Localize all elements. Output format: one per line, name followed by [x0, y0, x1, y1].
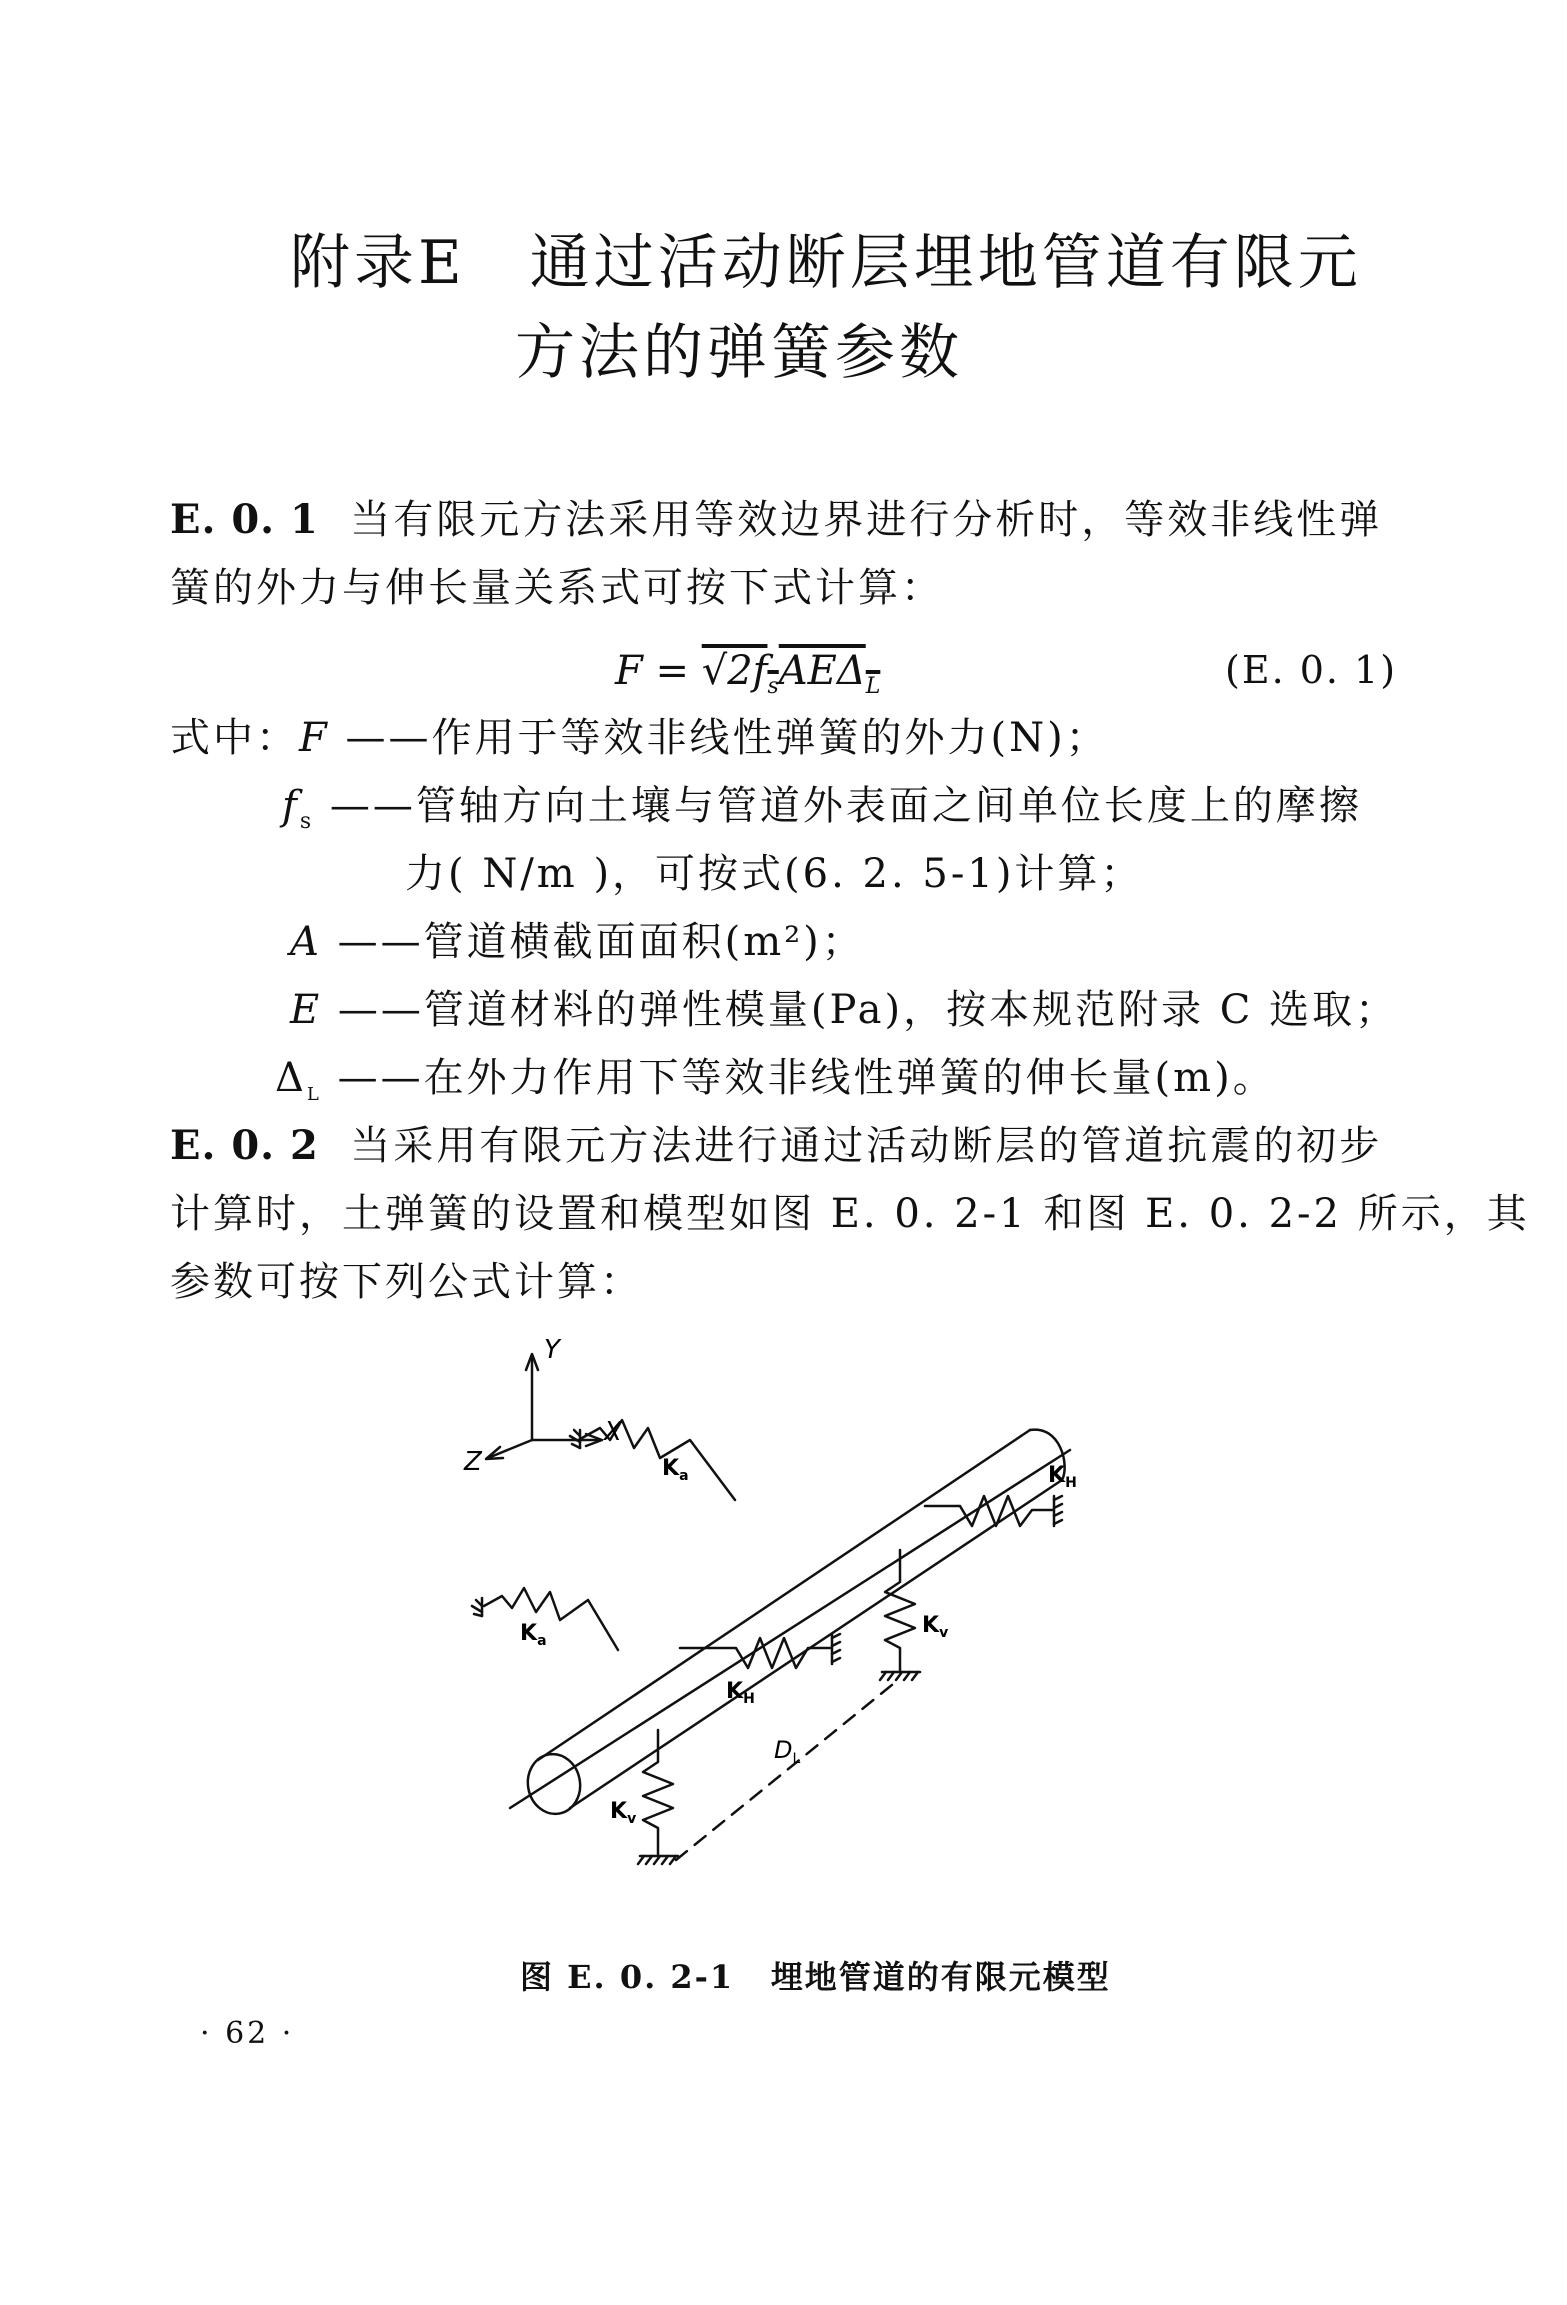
spring-ka-bottom	[484, 1588, 618, 1650]
where-fs: $f_s$ ——管轴方向土壤与管道外表面之间单位长度上的摩擦	[282, 783, 1362, 834]
label-kv-right: $K_v$	[922, 1613, 949, 1641]
figure-caption: 图 E. 0. 2-1 埋地管道的有限元模型	[520, 1958, 1111, 1996]
pipe-bottom-edge	[570, 1480, 1062, 1808]
clause-number: E. 0. 2	[170, 1122, 319, 1169]
clause-e01-line-2: 簧的外力与伸长量关系式可按下式计算：	[170, 565, 944, 611]
formula-root: $√2f_sAE\Delta_L$	[701, 648, 881, 699]
spring-kv-left	[643, 1730, 673, 1854]
clause-number: E. 0. 1	[170, 496, 319, 543]
page-number: · 62 ·	[200, 2016, 295, 2051]
axis-z-line	[488, 1440, 532, 1458]
label-dl: $D_L$	[774, 1736, 801, 1767]
label-ka-top: $K_a$	[662, 1456, 689, 1484]
label-kh-middle: $K_H$	[726, 1679, 755, 1707]
appendix-title-line-1: 附录E 通过活动断层埋地管道有限元	[290, 228, 1362, 298]
appendix-title-line-2: 方法的弹簧参数	[515, 318, 963, 388]
clause-e02-line-3: 参数可按下列公式计算：	[170, 1259, 643, 1305]
pipe-end-ellipse	[523, 1750, 585, 1818]
where-A: A ——管道横截面面积(m²)；	[290, 919, 865, 965]
axis-z-label: Z	[464, 1447, 482, 1477]
spring-kh-middle	[680, 1638, 830, 1668]
axis-y-label: Y	[544, 1335, 560, 1365]
formula-e01: $F = √2f_sAE\Delta_L$	[615, 648, 881, 699]
where-fs-cont: 力( N/m )，可按式(6. 2. 5-1)计算；	[405, 851, 1144, 897]
label-ka-bottom: $K_a$	[520, 1621, 547, 1649]
clause-e02-line-2: 计算时，土弹簧的设置和模型如图 E. 0. 2-1 和图 E. 0. 2-2 所示，其	[170, 1191, 1530, 1237]
where-E: E ——管道材料的弹性模量(Pa)，按本规范附录 C 选取；	[290, 987, 1399, 1033]
pipe-top-edge	[538, 1430, 1030, 1760]
axis-x-label: X	[604, 1417, 622, 1447]
clause-text: 当有限元方法采用等效边界进行分析时，等效非线性弹	[350, 497, 1383, 543]
where-dL: $\Delta_L$ ——在外力作用下等效非线性弹簧的伸长量(m)。	[275, 1055, 1276, 1105]
label-kv-left: $K_v$	[610, 1799, 637, 1827]
spring-kv-right	[885, 1550, 915, 1670]
pipeline-fe-model-figure	[420, 1330, 1160, 1910]
label-kh-right: $K_H$	[1048, 1463, 1077, 1491]
where-F: 式中：F ——作用于等效非线性弹簧的外力(N)；	[170, 715, 1109, 761]
dl-dimension-line	[676, 1680, 898, 1860]
clause-e02-line-1: E. 0. 2 当采用有限元方法进行通过活动断层的管道抗震的初步	[170, 1122, 1383, 1169]
clause-e01-line-1	[170, 496, 1383, 543]
formula-number: (E. 0. 1)	[1225, 648, 1398, 692]
